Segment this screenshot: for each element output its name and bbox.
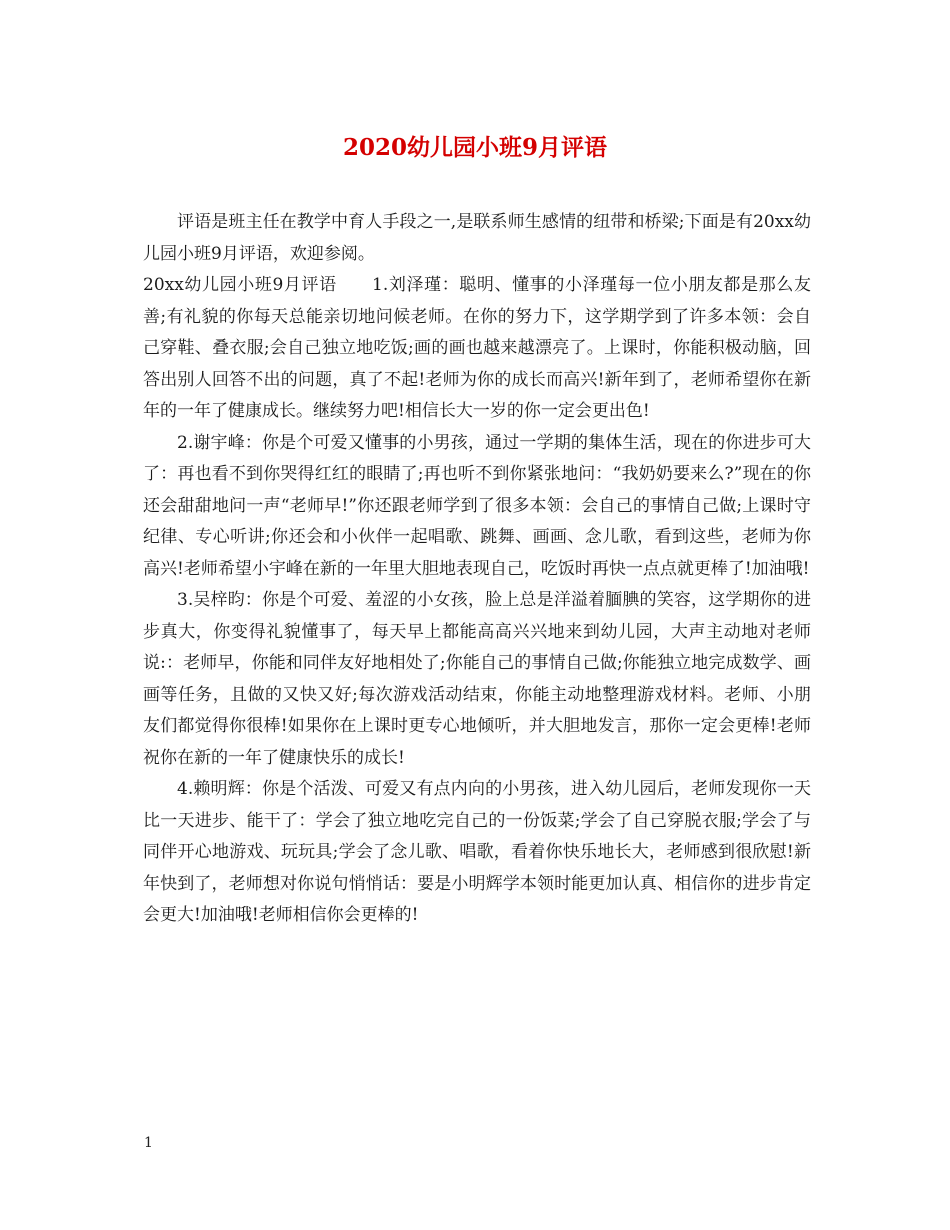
page-number: 1 (144, 1135, 153, 1151)
document-body (143, 207, 811, 932)
comment-paragraph-3: 3.吴梓昀：你是个可爱、羞涩的小女孩，脸上总是洋溢着腼腆的笑容，这学期你的进步真大，你变得礼貌懂事了，每天早上都能高高兴兴地来到幼儿园，大声主动地对老师说:：老师早，你能和同伴友好地相处了;你能自己的事情自己做;你能独立地完成数学、画画等任务，且做的又快又好;每次游戏活动结束，你能主动地整理游戏材料。老师、小朋友们都觉得你很棒!如果你在上课时更专心地倾听，并大胆地发言，那你一定会更棒!老师祝你在新的一年了健康快乐的成长! (143, 590, 811, 768)
intro-paragraph: 评语是班主任在教学中育人手段之一,是联系师生感情的纽带和桥梁;下面是有20xx幼儿园小班9月评语，欢迎参阅。 (143, 212, 811, 264)
comment-paragraph-4: 4.赖明辉：你是个活泼、可爱又有点内向的小男孩，进入幼儿园后，老师发现你一天比一天进步、能干了：学会了独立地吃完自己的一份饭菜;学会了自己穿脱衣服;学会了与同伴开心地游戏、玩玩具;学会了念儿歌、唱歌，看着你快乐地长大，老师感到很欣慰!新年快到了，老师想对你说句悄悄话：要是小明辉学本领时能更加认真、相信你的进步肯定会更大!加油哦!老师相信你会更棒的! (143, 779, 811, 925)
document-title: 2020幼儿园小班9月评语 (342, 134, 608, 161)
comment-paragraph-2: 2.谢宇峰：你是个可爱又懂事的小男孩，通过一学期的集体生活，现在的你进步可大了：再也看不到你哭得红红的眼睛了;再也听不到你紧张地问：“我奶奶要来么?”现在的你还会甜甜地问一声“老师早!”你还跟老师学到了很多本领：会自己的事情自己做;上课时守纪律、专心听讲;你还会和小伙伴一起唱歌、跳舞、画画、念儿歌，看到这些，老师为你高兴!老师希望小宇峰在新的一年里大胆地表现自己，吃饭时再快一点点就更棒了!加油哦! (143, 432, 811, 579)
comment-paragraph-1: 20xx幼儿园小班9月评语 1.刘泽瑾：聪明、懂事的小泽瑾每一位小朋友都是那么友善;有礼貌的你每天总能亲切地问候老师。在你的努力下，这学期学到了许多本领：会自己穿鞋、叠衣服;会自己独立地吃饭;画的画也越来越漂亮了。上课时，你能积极动脑，回答出别人回答不出的问题，真了不起!老师为你的成长而高兴!新年到了，老师希望你在新年的一年了健康成长。继续努力吧!相信长大一岁的你一定会更出色! (143, 275, 811, 421)
